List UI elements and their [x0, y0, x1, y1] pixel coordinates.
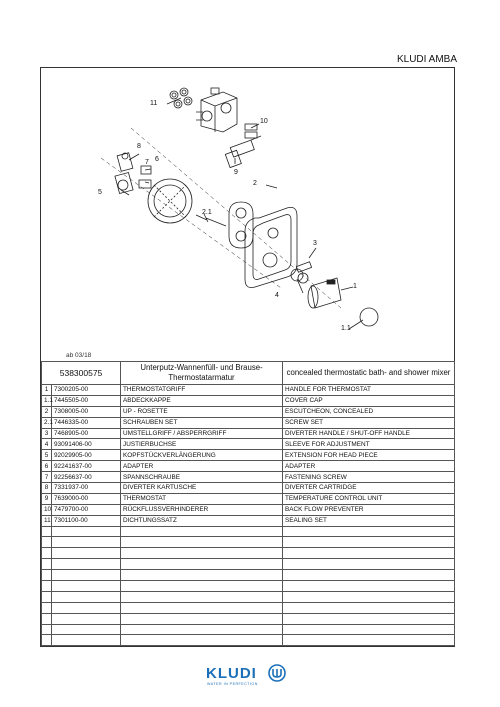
position-number: 2: [42, 406, 52, 417]
empty-row: [42, 635, 455, 646]
empty-cell: [121, 624, 283, 635]
table-row: [42, 385, 455, 396]
position-number: 2.1: [42, 417, 52, 428]
callout-9: 9: [234, 169, 238, 176]
empty-row: [42, 581, 455, 592]
article-number: 7301100-00: [52, 515, 121, 526]
empty-cell: [42, 548, 52, 559]
article-number: 92256637-00: [52, 472, 121, 483]
empty-row: [42, 624, 455, 635]
logo-wordmark: KLUDI: [206, 665, 257, 682]
empty-cell: [121, 613, 283, 624]
position-number: 5: [42, 450, 52, 461]
article-number: 7331937-00: [52, 483, 121, 494]
empty-row: [42, 526, 455, 537]
empty-cell: [42, 635, 52, 646]
description-en: HANDLE FOR THERMOSTAT: [283, 385, 455, 396]
article-number: 7300205-00: [52, 385, 121, 396]
empty-cell: [42, 602, 52, 613]
empty-cell: [283, 624, 455, 635]
callout-5: 5: [98, 189, 102, 196]
empty-cell: [283, 548, 455, 559]
empty-cell: [121, 602, 283, 613]
empty-cell: [121, 591, 283, 602]
description-de: ADAPTER: [121, 461, 283, 472]
empty-cell: [121, 581, 283, 592]
empty-cell: [283, 559, 455, 570]
empty-cell: [42, 624, 52, 635]
empty-cell: [283, 581, 455, 592]
table-row: [42, 395, 455, 406]
empty-cell: [121, 526, 283, 537]
description-en: BACK FLOW PREVENTER: [283, 504, 455, 515]
description-en: SCREW SET: [283, 417, 455, 428]
empty-row: [42, 591, 455, 602]
empty-row: [42, 548, 455, 559]
table-row: [42, 483, 455, 494]
position-number: 4: [42, 439, 52, 450]
description-en: FASTENING SCREW: [283, 472, 455, 483]
description-en: COVER CAP: [283, 395, 455, 406]
description-de: SPANNSCHRAUBE: [121, 472, 283, 483]
callout-2-1: 2.1: [202, 209, 212, 216]
product-code: 538300575: [42, 362, 121, 385]
product-description-de: Unterputz-Wannenfüll- und Brause-Thermostatarmatur: [121, 362, 283, 385]
empty-row: [42, 602, 455, 613]
callout-1-1: 1.1: [341, 325, 351, 332]
empty-cell: [52, 602, 121, 613]
empty-cell: [283, 537, 455, 548]
mounting-plate: [148, 179, 192, 223]
article-number: 7308005-00: [52, 406, 121, 417]
head-piece-extension: [115, 172, 133, 193]
empty-cell: [42, 613, 52, 624]
callout-6: 6: [155, 156, 159, 163]
description-en: EXTENSION FOR HEAD PIECE: [283, 450, 455, 461]
callout-10: 10: [260, 118, 268, 125]
article-number: 92241637-00: [52, 461, 121, 472]
thermostat-cartridge: [225, 136, 261, 168]
diverter-cartridge: [117, 153, 133, 172]
empty-cell: [121, 570, 283, 581]
position-number: 1: [42, 385, 52, 396]
valve-body: [196, 88, 237, 132]
empty-cell: [121, 548, 283, 559]
empty-row: [42, 613, 455, 624]
position-number: 6: [42, 461, 52, 472]
logo-tagline: WATER IN PERFECTION: [207, 682, 258, 686]
table-row: [42, 406, 455, 417]
position-number: 11: [42, 515, 52, 526]
empty-cell: [283, 635, 455, 646]
table-row: [42, 428, 455, 439]
empty-cell: [42, 581, 52, 592]
article-number: 92029905-00: [52, 450, 121, 461]
empty-cell: [52, 635, 121, 646]
product-description-en: concealed thermostatic bath- and shower mixer: [283, 362, 455, 385]
empty-cell: [283, 602, 455, 613]
callout-1: 1: [353, 283, 357, 290]
parts-list-table: [41, 361, 455, 646]
empty-cell: [52, 570, 121, 581]
description-de: DICHTUNGSSATZ: [121, 515, 283, 526]
table-row: [42, 472, 455, 483]
callout-4: 4: [275, 292, 279, 299]
empty-cell: [42, 537, 52, 548]
description-de: RÜCKFLUSSVERHINDERER: [121, 504, 283, 515]
empty-cell: [283, 613, 455, 624]
description-de: UP - ROSETTE: [121, 406, 283, 417]
position-number: 10: [42, 504, 52, 515]
exploded-view-drawing: [41, 68, 454, 363]
empty-cell: [42, 559, 52, 570]
callout-7: 7: [145, 159, 149, 166]
empty-cell: [121, 559, 283, 570]
empty-cell: [52, 526, 121, 537]
empty-cell: [52, 624, 121, 635]
empty-cell: [52, 548, 121, 559]
document-title: KLUDI AMBA: [396, 54, 457, 65]
description-de: DIVERTER KARTUSCHE: [121, 483, 283, 494]
empty-cell: [283, 570, 455, 581]
description-en: TEMPERATURE CONTROL UNIT: [283, 493, 455, 504]
escutcheon-bracket: [229, 202, 253, 248]
cover-cap: [360, 308, 378, 326]
empty-cell: [52, 581, 121, 592]
empty-cell: [52, 591, 121, 602]
description-de: JUSTIERBUCHSE: [121, 439, 283, 450]
position-number: 1.1: [42, 395, 52, 406]
description-en: ADAPTER: [283, 461, 455, 472]
empty-cell: [52, 559, 121, 570]
empty-cell: [283, 591, 455, 602]
description-en: SEALING SET: [283, 515, 455, 526]
callout-11: 11: [150, 100, 158, 107]
empty-cell: [121, 537, 283, 548]
callout-2: 2: [253, 180, 257, 187]
table-row: [42, 439, 455, 450]
description-de: UMSTELLGRIFF / ABSPERRGRIFF: [121, 428, 283, 439]
article-number: 7446335-00: [52, 417, 121, 428]
table-row: [42, 515, 455, 526]
description-en: SLEEVE FOR ADJUSTMENT: [283, 439, 455, 450]
revision-date: ab 03/18: [66, 352, 92, 359]
article-number: 7445505-00: [52, 395, 121, 406]
description-en: DIVERTER HANDLE / SHUT-OFF HANDLE: [283, 428, 455, 439]
description-de: THERMOSTAT: [121, 493, 283, 504]
water-drop-icon: [268, 664, 286, 682]
description-de: KOPFSTÜCKVERLÄNGERUNG: [121, 450, 283, 461]
empty-cell: [121, 635, 283, 646]
description-de: SCHRAUBEN SET: [121, 417, 283, 428]
position-number: 9: [42, 493, 52, 504]
article-number: 7639000-00: [52, 493, 121, 504]
empty-cell: [42, 591, 52, 602]
diverter-handle: [296, 262, 311, 283]
empty-row: [42, 570, 455, 581]
description-en: DIVERTER CARTRIDGE: [283, 483, 455, 494]
table-row: [42, 504, 455, 515]
callout-8: 8: [137, 143, 141, 150]
callout-3: 3: [313, 240, 317, 247]
table-row: [42, 461, 455, 472]
description-en: ESCUTCHEON, CONCEALED: [283, 406, 455, 417]
description-de: THERMOSTATGRIFF: [121, 385, 283, 396]
empty-row: [42, 559, 455, 570]
empty-cell: [52, 537, 121, 548]
empty-cell: [52, 613, 121, 624]
table-row: [42, 417, 455, 428]
table-row: [42, 450, 455, 461]
position-number: 7: [42, 472, 52, 483]
description-de: ABDECKKAPPE: [121, 395, 283, 406]
empty-cell: [283, 526, 455, 537]
empty-cell: [42, 526, 52, 537]
position-number: 3: [42, 428, 52, 439]
kludi-logo: [206, 665, 306, 689]
article-number: 7479700-00: [52, 504, 121, 515]
table-row: [42, 493, 455, 504]
position-number: 8: [42, 483, 52, 494]
article-number: 93091406-00: [52, 439, 121, 450]
parts-sheet-frame: [40, 67, 455, 647]
article-number: 7468905-00: [52, 428, 121, 439]
table-header-row: [42, 362, 455, 385]
empty-cell: [42, 570, 52, 581]
empty-row: [42, 537, 455, 548]
